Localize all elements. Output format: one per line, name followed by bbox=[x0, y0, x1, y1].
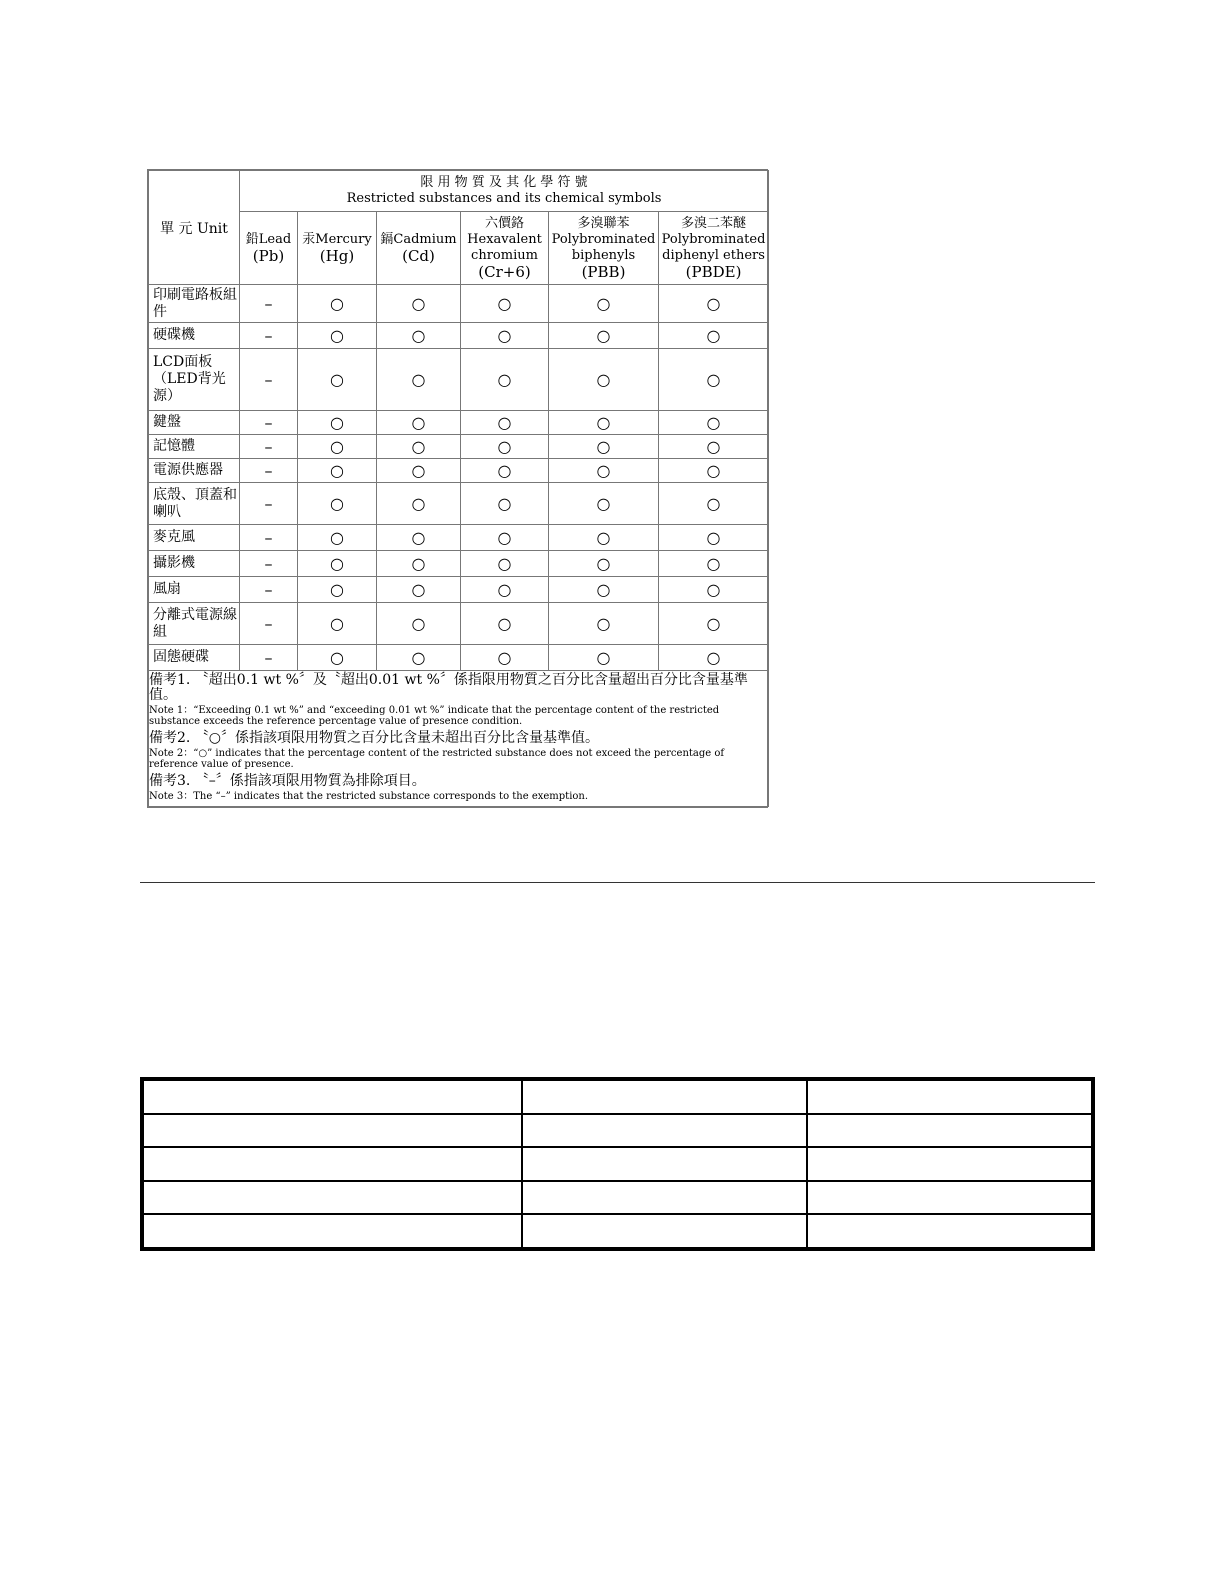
not-exceeding-mark: ○ bbox=[549, 349, 659, 411]
empty-table-cell bbox=[522, 1147, 807, 1181]
substance-symbol: (PBB) bbox=[581, 263, 626, 281]
not-exceeding-mark: ○ bbox=[298, 525, 377, 551]
not-exceeding-mark: ○ bbox=[549, 483, 659, 525]
empty-table-cell bbox=[143, 1080, 522, 1114]
empty-table-cell bbox=[807, 1080, 1092, 1114]
not-exceeding-mark: ○ bbox=[461, 411, 549, 435]
exemption-mark: – bbox=[240, 645, 298, 671]
not-exceeding-mark: ○ bbox=[377, 603, 461, 645]
substance-header bbox=[298, 212, 377, 285]
title-en: Restricted substances and its chemical symbols bbox=[346, 191, 662, 206]
substance-name-zh: 多溴二苯醚 bbox=[681, 216, 747, 231]
empty-table-cell bbox=[522, 1214, 807, 1248]
substance-name-en: Mercury bbox=[315, 232, 372, 247]
empty-table-cell bbox=[522, 1181, 807, 1215]
component-row bbox=[149, 459, 769, 483]
exemption-mark: – bbox=[240, 603, 298, 645]
not-exceeding-mark: ○ bbox=[549, 323, 659, 349]
horizontal-rule bbox=[140, 882, 1095, 883]
substance-name bbox=[659, 216, 768, 264]
component-name: 麥克風 bbox=[149, 525, 240, 551]
not-exceeding-mark: ○ bbox=[377, 577, 461, 603]
restricted-substances-table bbox=[148, 170, 769, 807]
component-row bbox=[149, 603, 769, 645]
substance-name bbox=[240, 232, 297, 248]
substance-symbol: (Hg) bbox=[319, 247, 355, 265]
unit-header: 單 元 Unit bbox=[149, 171, 240, 285]
empty-table-cell bbox=[807, 1214, 1092, 1248]
not-exceeding-mark: ○ bbox=[659, 525, 769, 551]
substance-name-en: Cadmium bbox=[393, 232, 457, 247]
not-exceeding-mark: ○ bbox=[377, 645, 461, 671]
component-row bbox=[149, 411, 769, 435]
note-en: Note 1：“Exceeding 0.1 wt %” and “exceeding 0.01 wt %” indicate that the percentage content of the restricted substance exceeds the reference percentage value of presence condition. bbox=[149, 705, 720, 727]
component-row bbox=[149, 323, 769, 349]
component-row bbox=[149, 483, 769, 525]
substance-header bbox=[461, 212, 549, 285]
not-exceeding-mark: ○ bbox=[461, 483, 549, 525]
component-name: 硬碟機 bbox=[149, 323, 240, 349]
substance-name bbox=[298, 232, 376, 248]
not-exceeding-mark: ○ bbox=[659, 285, 769, 323]
empty-table-cell bbox=[807, 1114, 1092, 1148]
exemption-mark: – bbox=[240, 483, 298, 525]
empty-table-row bbox=[143, 1214, 1092, 1248]
not-exceeding-mark: ○ bbox=[377, 323, 461, 349]
not-exceeding-mark: ○ bbox=[461, 435, 549, 459]
not-exceeding-mark: ○ bbox=[659, 645, 769, 671]
component-row bbox=[149, 577, 769, 603]
substance-header bbox=[659, 212, 769, 285]
substance-symbol: (Pb) bbox=[252, 247, 285, 265]
not-exceeding-mark: ○ bbox=[549, 645, 659, 671]
not-exceeding-mark: ○ bbox=[298, 435, 377, 459]
not-exceeding-mark: ○ bbox=[298, 323, 377, 349]
component-name: LCD面板（LED背光源） bbox=[149, 349, 240, 411]
not-exceeding-mark: ○ bbox=[549, 435, 659, 459]
component-name: 電源供應器 bbox=[149, 459, 240, 483]
not-exceeding-mark: ○ bbox=[377, 483, 461, 525]
exemption-mark: – bbox=[240, 323, 298, 349]
substance-name-zh: 汞 bbox=[302, 232, 316, 247]
exemption-mark: – bbox=[240, 435, 298, 459]
empty-table-cell bbox=[807, 1147, 1092, 1181]
not-exceeding-mark: ○ bbox=[461, 525, 549, 551]
empty-table bbox=[140, 1077, 1095, 1251]
empty-table-cell bbox=[522, 1080, 807, 1114]
empty-table-row bbox=[143, 1080, 1092, 1114]
not-exceeding-mark: ○ bbox=[377, 525, 461, 551]
exemption-mark: – bbox=[240, 577, 298, 603]
exemption-mark: – bbox=[240, 285, 298, 323]
substance-name-en: Lead bbox=[258, 232, 292, 247]
not-exceeding-mark: ○ bbox=[549, 459, 659, 483]
substance-symbol: (Cr+6) bbox=[478, 263, 531, 281]
exemption-mark: – bbox=[240, 551, 298, 577]
not-exceeding-mark: ○ bbox=[659, 349, 769, 411]
substance-name-zh: 鎘 bbox=[380, 232, 394, 247]
note-en: Note 3：The “–” indicates that the restricted substance corresponds to the exemption. bbox=[149, 791, 589, 802]
note-zh: 備考3. 〝–〞係指該項限用物質為排除項目。 bbox=[149, 773, 426, 789]
not-exceeding-mark: ○ bbox=[377, 459, 461, 483]
empty-table-cell bbox=[143, 1181, 522, 1215]
not-exceeding-mark: ○ bbox=[377, 551, 461, 577]
empty-table-cell bbox=[143, 1214, 522, 1248]
not-exceeding-mark: ○ bbox=[377, 285, 461, 323]
empty-table-row bbox=[143, 1181, 1092, 1215]
title-zh: 限 用 物 質 及 其 化 學 符 號 bbox=[420, 175, 588, 190]
substance-name bbox=[549, 216, 658, 264]
substance-name-en: Polybrominated diphenyl ethers bbox=[661, 232, 766, 263]
not-exceeding-mark: ○ bbox=[377, 349, 461, 411]
not-exceeding-mark: ○ bbox=[461, 459, 549, 483]
empty-table-row bbox=[143, 1147, 1092, 1181]
not-exceeding-mark: ○ bbox=[298, 603, 377, 645]
not-exceeding-mark: ○ bbox=[298, 645, 377, 671]
not-exceeding-mark: ○ bbox=[461, 603, 549, 645]
component-name: 固態硬碟 bbox=[149, 645, 240, 671]
notes-section bbox=[149, 671, 769, 807]
not-exceeding-mark: ○ bbox=[549, 525, 659, 551]
substance-name bbox=[461, 216, 548, 264]
component-row bbox=[149, 285, 769, 323]
empty-table-row bbox=[143, 1114, 1092, 1148]
exemption-mark: – bbox=[240, 349, 298, 411]
substance-name bbox=[377, 232, 460, 248]
substance-symbol: (Cd) bbox=[402, 247, 435, 265]
not-exceeding-mark: ○ bbox=[461, 285, 549, 323]
component-name: 鍵盤 bbox=[149, 411, 240, 435]
substance-symbol: (PBDE) bbox=[685, 263, 742, 281]
not-exceeding-mark: ○ bbox=[298, 411, 377, 435]
rohs-table-image bbox=[147, 169, 768, 808]
exemption-mark: – bbox=[240, 525, 298, 551]
not-exceeding-mark: ○ bbox=[461, 323, 549, 349]
component-name: 分離式電源線組 bbox=[149, 603, 240, 645]
not-exceeding-mark: ○ bbox=[659, 411, 769, 435]
substance-header bbox=[240, 212, 298, 285]
component-name: 印刷電路板組件 bbox=[149, 285, 240, 323]
not-exceeding-mark: ○ bbox=[461, 551, 549, 577]
not-exceeding-mark: ○ bbox=[659, 603, 769, 645]
empty-table-cell bbox=[522, 1114, 807, 1148]
substance-name-zh: 鉛 bbox=[245, 232, 259, 247]
not-exceeding-mark: ○ bbox=[549, 551, 659, 577]
component-row bbox=[149, 551, 769, 577]
exemption-mark: – bbox=[240, 411, 298, 435]
not-exceeding-mark: ○ bbox=[298, 551, 377, 577]
substance-name-zh: 多溴聯苯 bbox=[577, 216, 630, 231]
substance-name-zh: 六價鉻 bbox=[484, 216, 524, 231]
not-exceeding-mark: ○ bbox=[298, 349, 377, 411]
not-exceeding-mark: ○ bbox=[549, 603, 659, 645]
not-exceeding-mark: ○ bbox=[298, 285, 377, 323]
component-row bbox=[149, 349, 769, 411]
not-exceeding-mark: ○ bbox=[461, 577, 549, 603]
not-exceeding-mark: ○ bbox=[461, 645, 549, 671]
component-name: 風扇 bbox=[149, 577, 240, 603]
note-zh: 備考1. 〝超出0.1 wt %〞及〝超出0.01 wt %〞係指限用物質之百分比含量超出百分比含量基準值。 bbox=[149, 672, 748, 703]
empty-table-cell bbox=[807, 1181, 1092, 1215]
not-exceeding-mark: ○ bbox=[549, 577, 659, 603]
not-exceeding-mark: ○ bbox=[659, 323, 769, 349]
empty-table-cell bbox=[143, 1147, 522, 1181]
not-exceeding-mark: ○ bbox=[659, 435, 769, 459]
not-exceeding-mark: ○ bbox=[461, 349, 549, 411]
not-exceeding-mark: ○ bbox=[377, 411, 461, 435]
substance-name-en: Polybrominated biphenyls bbox=[551, 232, 656, 263]
not-exceeding-mark: ○ bbox=[549, 285, 659, 323]
not-exceeding-mark: ○ bbox=[377, 435, 461, 459]
component-row bbox=[149, 645, 769, 671]
exemption-mark: – bbox=[240, 459, 298, 483]
substance-name-en: Hexavalent chromium bbox=[467, 232, 542, 263]
not-exceeding-mark: ○ bbox=[298, 577, 377, 603]
component-row bbox=[149, 435, 769, 459]
not-exceeding-mark: ○ bbox=[659, 577, 769, 603]
component-name: 攝影機 bbox=[149, 551, 240, 577]
not-exceeding-mark: ○ bbox=[659, 459, 769, 483]
substances-title bbox=[240, 171, 769, 212]
not-exceeding-mark: ○ bbox=[549, 411, 659, 435]
not-exceeding-mark: ○ bbox=[659, 551, 769, 577]
not-exceeding-mark: ○ bbox=[298, 483, 377, 525]
not-exceeding-mark: ○ bbox=[298, 459, 377, 483]
note-zh: 備考2. 〝○〞係指該項限用物質之百分比含量未超出百分比含量基準值。 bbox=[149, 730, 600, 746]
component-name: 記憶體 bbox=[149, 435, 240, 459]
component-row bbox=[149, 525, 769, 551]
substance-header bbox=[549, 212, 659, 285]
empty-table-cell bbox=[143, 1114, 522, 1148]
component-name: 底殼、頂蓋和喇叭 bbox=[149, 483, 240, 525]
note-en: Note 2：“○” indicates that the percentage content of the restricted substance does not exceed the percentage of reference value of presence. bbox=[149, 748, 725, 770]
not-exceeding-mark: ○ bbox=[659, 483, 769, 525]
substance-header bbox=[377, 212, 461, 285]
